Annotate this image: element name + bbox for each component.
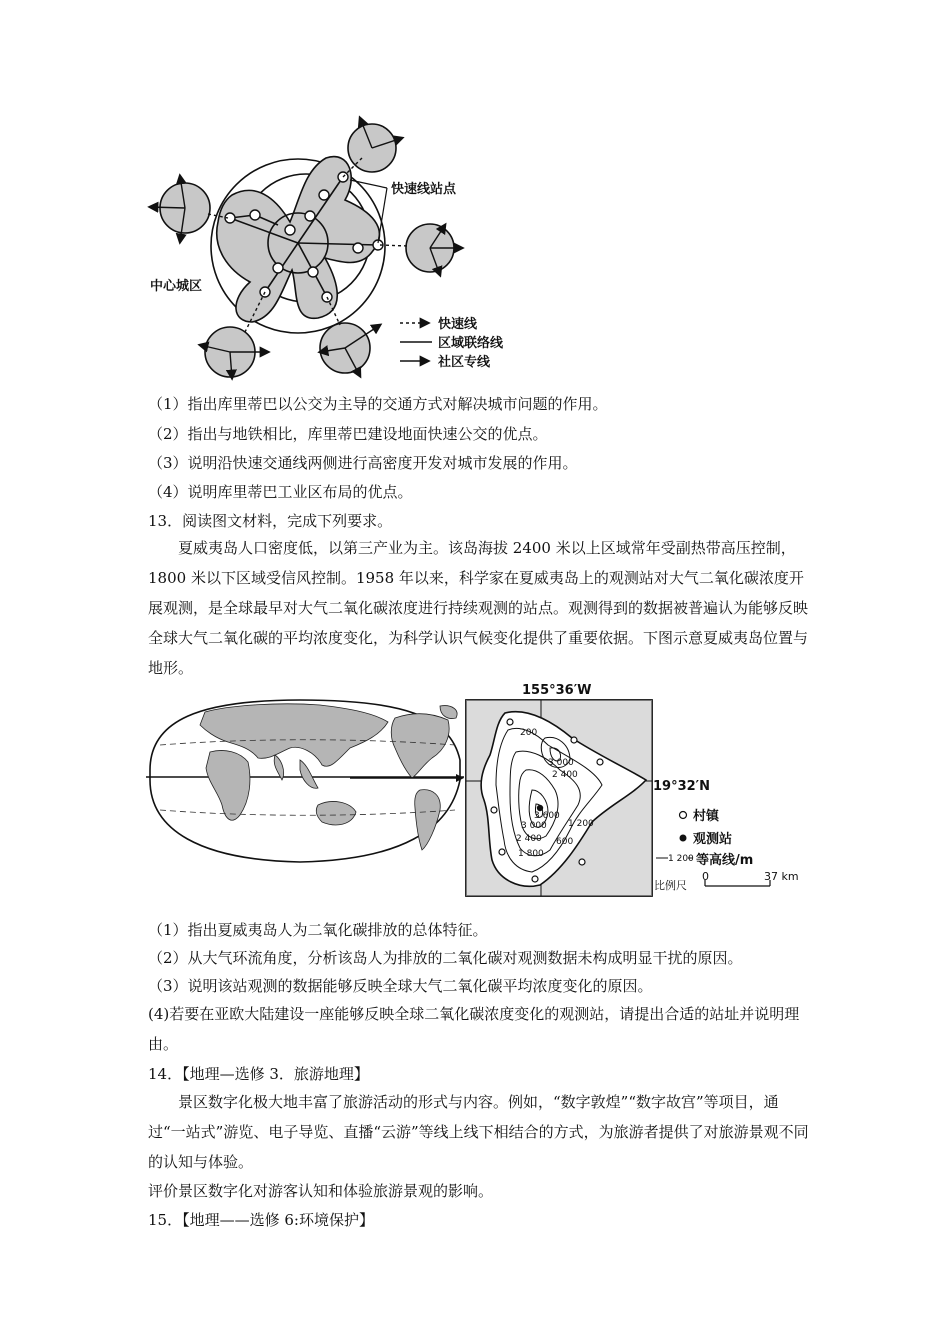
contour-label-3000a: 3 000 [548, 758, 574, 768]
legend-contour-sample: 1 200 [668, 854, 694, 864]
contour-label-1800: 1 800 [518, 849, 544, 859]
contour-label-600: 600 [556, 837, 574, 847]
legend-regional-line: 区域联络线 [438, 336, 504, 351]
q14-heading: 14．【地理—选修 3．旅游地理】 [148, 1065, 369, 1083]
q12-item-3: （3）说明沿快速交通线两侧进行高密度开发对城市发展的作用。 [148, 454, 578, 472]
q12-item-1: （1）指出库里蒂巴以公交为主导的交通方式对解决城市问题的作用。 [148, 395, 608, 413]
latitude-label: 19°32′N [653, 779, 710, 794]
curitiba-transport-diagram [140, 112, 540, 382]
scale-start: 0 [702, 870, 709, 883]
legend-village: 村镇 [693, 809, 720, 824]
contour-label-1200: 1 200 [568, 819, 594, 829]
legend-station: 观测站 [693, 832, 733, 847]
q14-question: 评价景区数字化对游客认知和体验旅游景观的影响。 [148, 1182, 494, 1200]
q15-heading: 15．【地理——选修 6:环境保护】 [148, 1211, 374, 1229]
center-city-label: 中心城区 [150, 279, 203, 294]
legend-express-line: 快速线 [438, 317, 478, 332]
q13-heading: 13．阅读图文材料，完成下列要求。 [148, 512, 393, 530]
contour-label-200: 200 [520, 728, 538, 738]
q13-paragraph: 夏威夷岛人口密度低，以第三产业为主。该岛海拔 2400 米以上区域常年受副热带高压控制，1800 米以下区域受信风控制。1958 年以来，科学家在夏威夷岛上的观测站对大气二氧化碳浓度开展观测，是全球最早对大气二氧化碳浓度进行持续观测的站点。观测得到的数据被普遍认为能够反映全球大气二氧化碳的平均浓度变化，为科学认识气候变化提供了重要依据。下图示意夏威夷岛位置与地形。 [148, 539, 809, 677]
contour-label-3600: 3 600 [534, 811, 560, 821]
q13-item-2: （2）从大气环流角度，分析该岛人为排放的二氧化碳对观测数据未构成明显干扰的原因。 [148, 949, 743, 967]
q13-item-4: (4)若要在亚欧大陆建设一座能够反映全球二氧化碳浓度变化的观测站，请提出合适的站址并说明理由。 [148, 1005, 800, 1053]
contour-label-2400a: 2 400 [552, 770, 578, 780]
longitude-label: 155°36′W [522, 683, 592, 698]
scale-end: 37 km [764, 870, 799, 883]
q13-item-1: （1）指出夏威夷岛人为二氧化碳排放的总体特征。 [148, 921, 488, 939]
scale-label: 比例尺 [654, 879, 687, 892]
q13-item-3: （3）说明该站观测的数据能够反映全球大气二氧化碳平均浓度变化的原因。 [148, 977, 653, 995]
legend-community-line: 社区专线 [438, 355, 491, 370]
contour-label-3000b: 3 000 [521, 821, 547, 831]
legend-contour: 等高线/m [696, 853, 754, 868]
q14-paragraph: 景区数字化极大地丰富了旅游活动的形式与内容。例如，“数字敦煌”“数字故宫”等项目，通过“一站式”游览、电子导览、直播“云游”等线上线下相结合的方式，为旅游者提供了对旅游景观不同的认知与体验。 [148, 1093, 809, 1171]
express-station-label: 快速线站点 [391, 182, 457, 197]
hawaii-location-map [140, 676, 810, 900]
q12-item-2: （2）指出与地铁相比，库里蒂巴建设地面快速公交的优点。 [148, 425, 548, 443]
contour-label-2400b: 2 400 [516, 834, 542, 844]
q12-item-4: （4）说明库里蒂巴工业区布局的优点。 [148, 483, 413, 501]
world-map [146, 700, 464, 862]
